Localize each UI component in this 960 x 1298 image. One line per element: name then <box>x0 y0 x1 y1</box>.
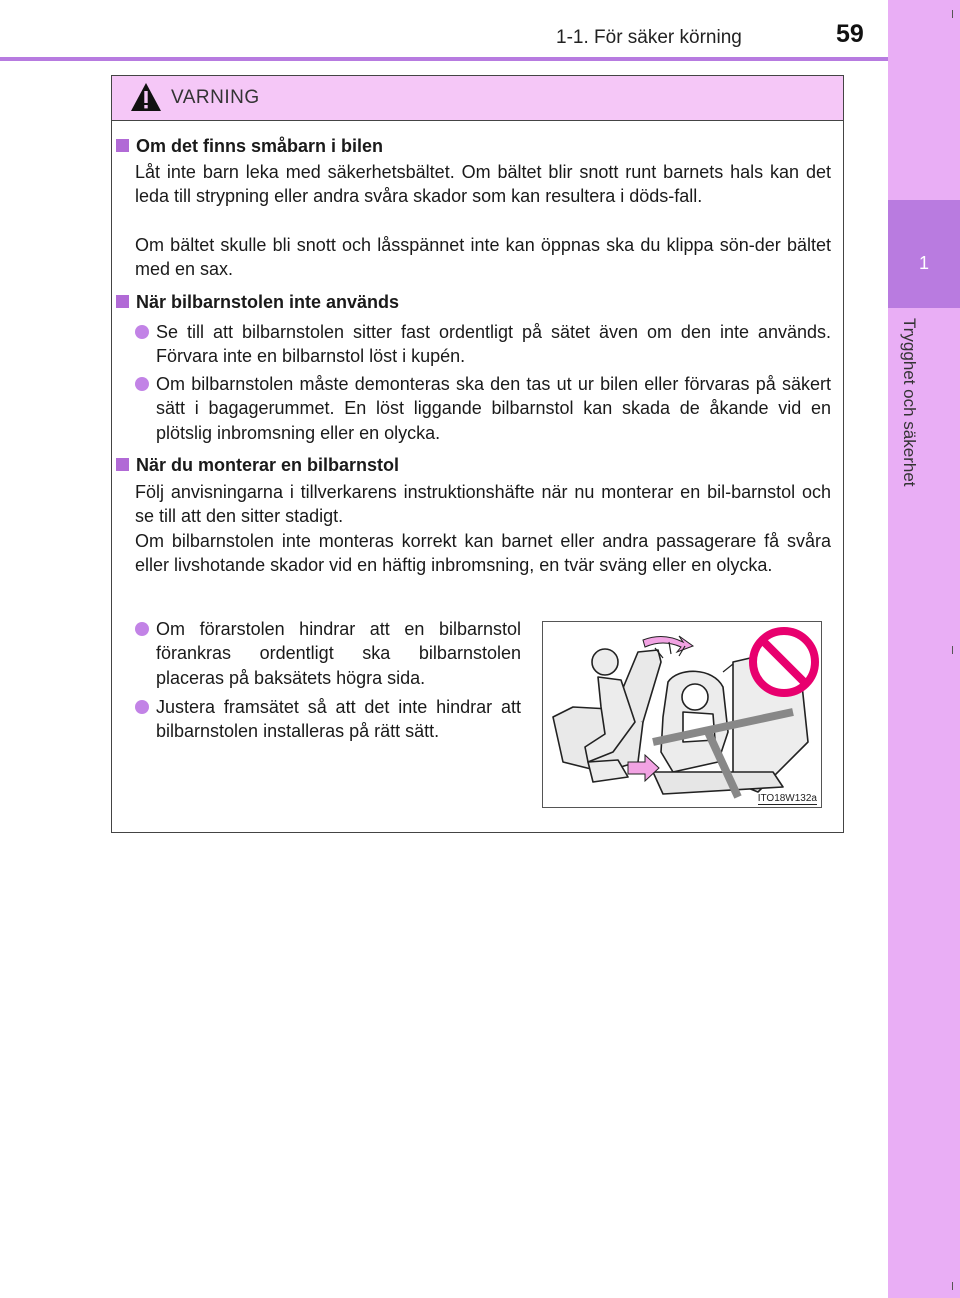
warning-header <box>112 76 843 121</box>
chapter-title: Trygghet och säkerhet <box>900 318 919 487</box>
bullet-item: Om bilbarnstolen måste demonteras ska den tas ut ur bilen eller förvaras på säkert sätt i bagagerummet. En löst liggande bilbarnstol kan skada de åkande vid en plötslig inbromsning eller en olycka. <box>135 372 831 445</box>
bullet-dot-icon <box>135 377 149 391</box>
paragraph: Följ anvisningarna i tillverkarens instruktionshäfte när nu monterar en bil-barnstol och se till att den sitter stadigt. <box>135 482 831 527</box>
car-seat-drawing <box>543 622 821 807</box>
bullet-dot-icon <box>135 622 149 636</box>
bullet-dot-icon <box>135 325 149 339</box>
heading-square-icon <box>116 139 129 152</box>
heading-square-icon <box>116 295 129 308</box>
warning-box <box>111 75 844 833</box>
illustration-code: ITO18W132a <box>757 793 817 804</box>
bullet-item: Justera framsätet så att det inte hindrar att bilbarnstolen installeras på rätt sätt. <box>135 695 521 744</box>
bullet-dot-icon <box>135 700 149 714</box>
section-heading: När bilbarnstolen inte används <box>116 290 399 314</box>
header-rule <box>0 57 888 61</box>
section-heading: När du monterar en bilbarnstol <box>116 453 399 477</box>
warning-triangle-icon <box>130 82 162 112</box>
paragraph: Låt inte barn leka med säkerhetsbältet. Om bältet blir snott runt barnets hals kan det leda till strypning eller andra svåra skador som kan resultera i döds-fall. <box>135 162 831 207</box>
paragraph: Om bältet skulle bli snott och låsspännet inte kan öppnas ska du klippa sön-der bältet med en sax. <box>135 235 831 280</box>
page-number: 59 <box>836 20 864 48</box>
chapter-side-tab <box>888 0 960 1298</box>
crop-mark <box>952 646 953 654</box>
crop-mark <box>952 1282 953 1290</box>
heading-square-icon <box>116 458 129 471</box>
paragraph: Om bilbarnstolen inte monteras korrekt kan barnet eller andra passagerare få svåra eller livshotande skador vid en häftig inbromsning, en tvär sväng eller en olycka. <box>135 531 831 576</box>
chapter-number: 1 <box>918 253 929 273</box>
bullet-item: Se till att bilbarnstolen sitter fast ordentligt på sätet även om den inte används. Förvara inte en bilbarnstol löst i kupén. <box>135 320 831 369</box>
warning-label: VARNING <box>171 87 260 108</box>
crop-mark <box>952 10 953 18</box>
bullet-item: Om förarstolen hindrar att en bilbarnstol förankras ordentligt ska bilbarnstolen placeras på baksätets högra sida. <box>135 617 521 690</box>
child-seat-illustration <box>542 621 822 808</box>
section-title: 1-1. För säker körning <box>556 27 742 48</box>
section-heading: Om det finns småbarn i bilen <box>116 134 383 158</box>
